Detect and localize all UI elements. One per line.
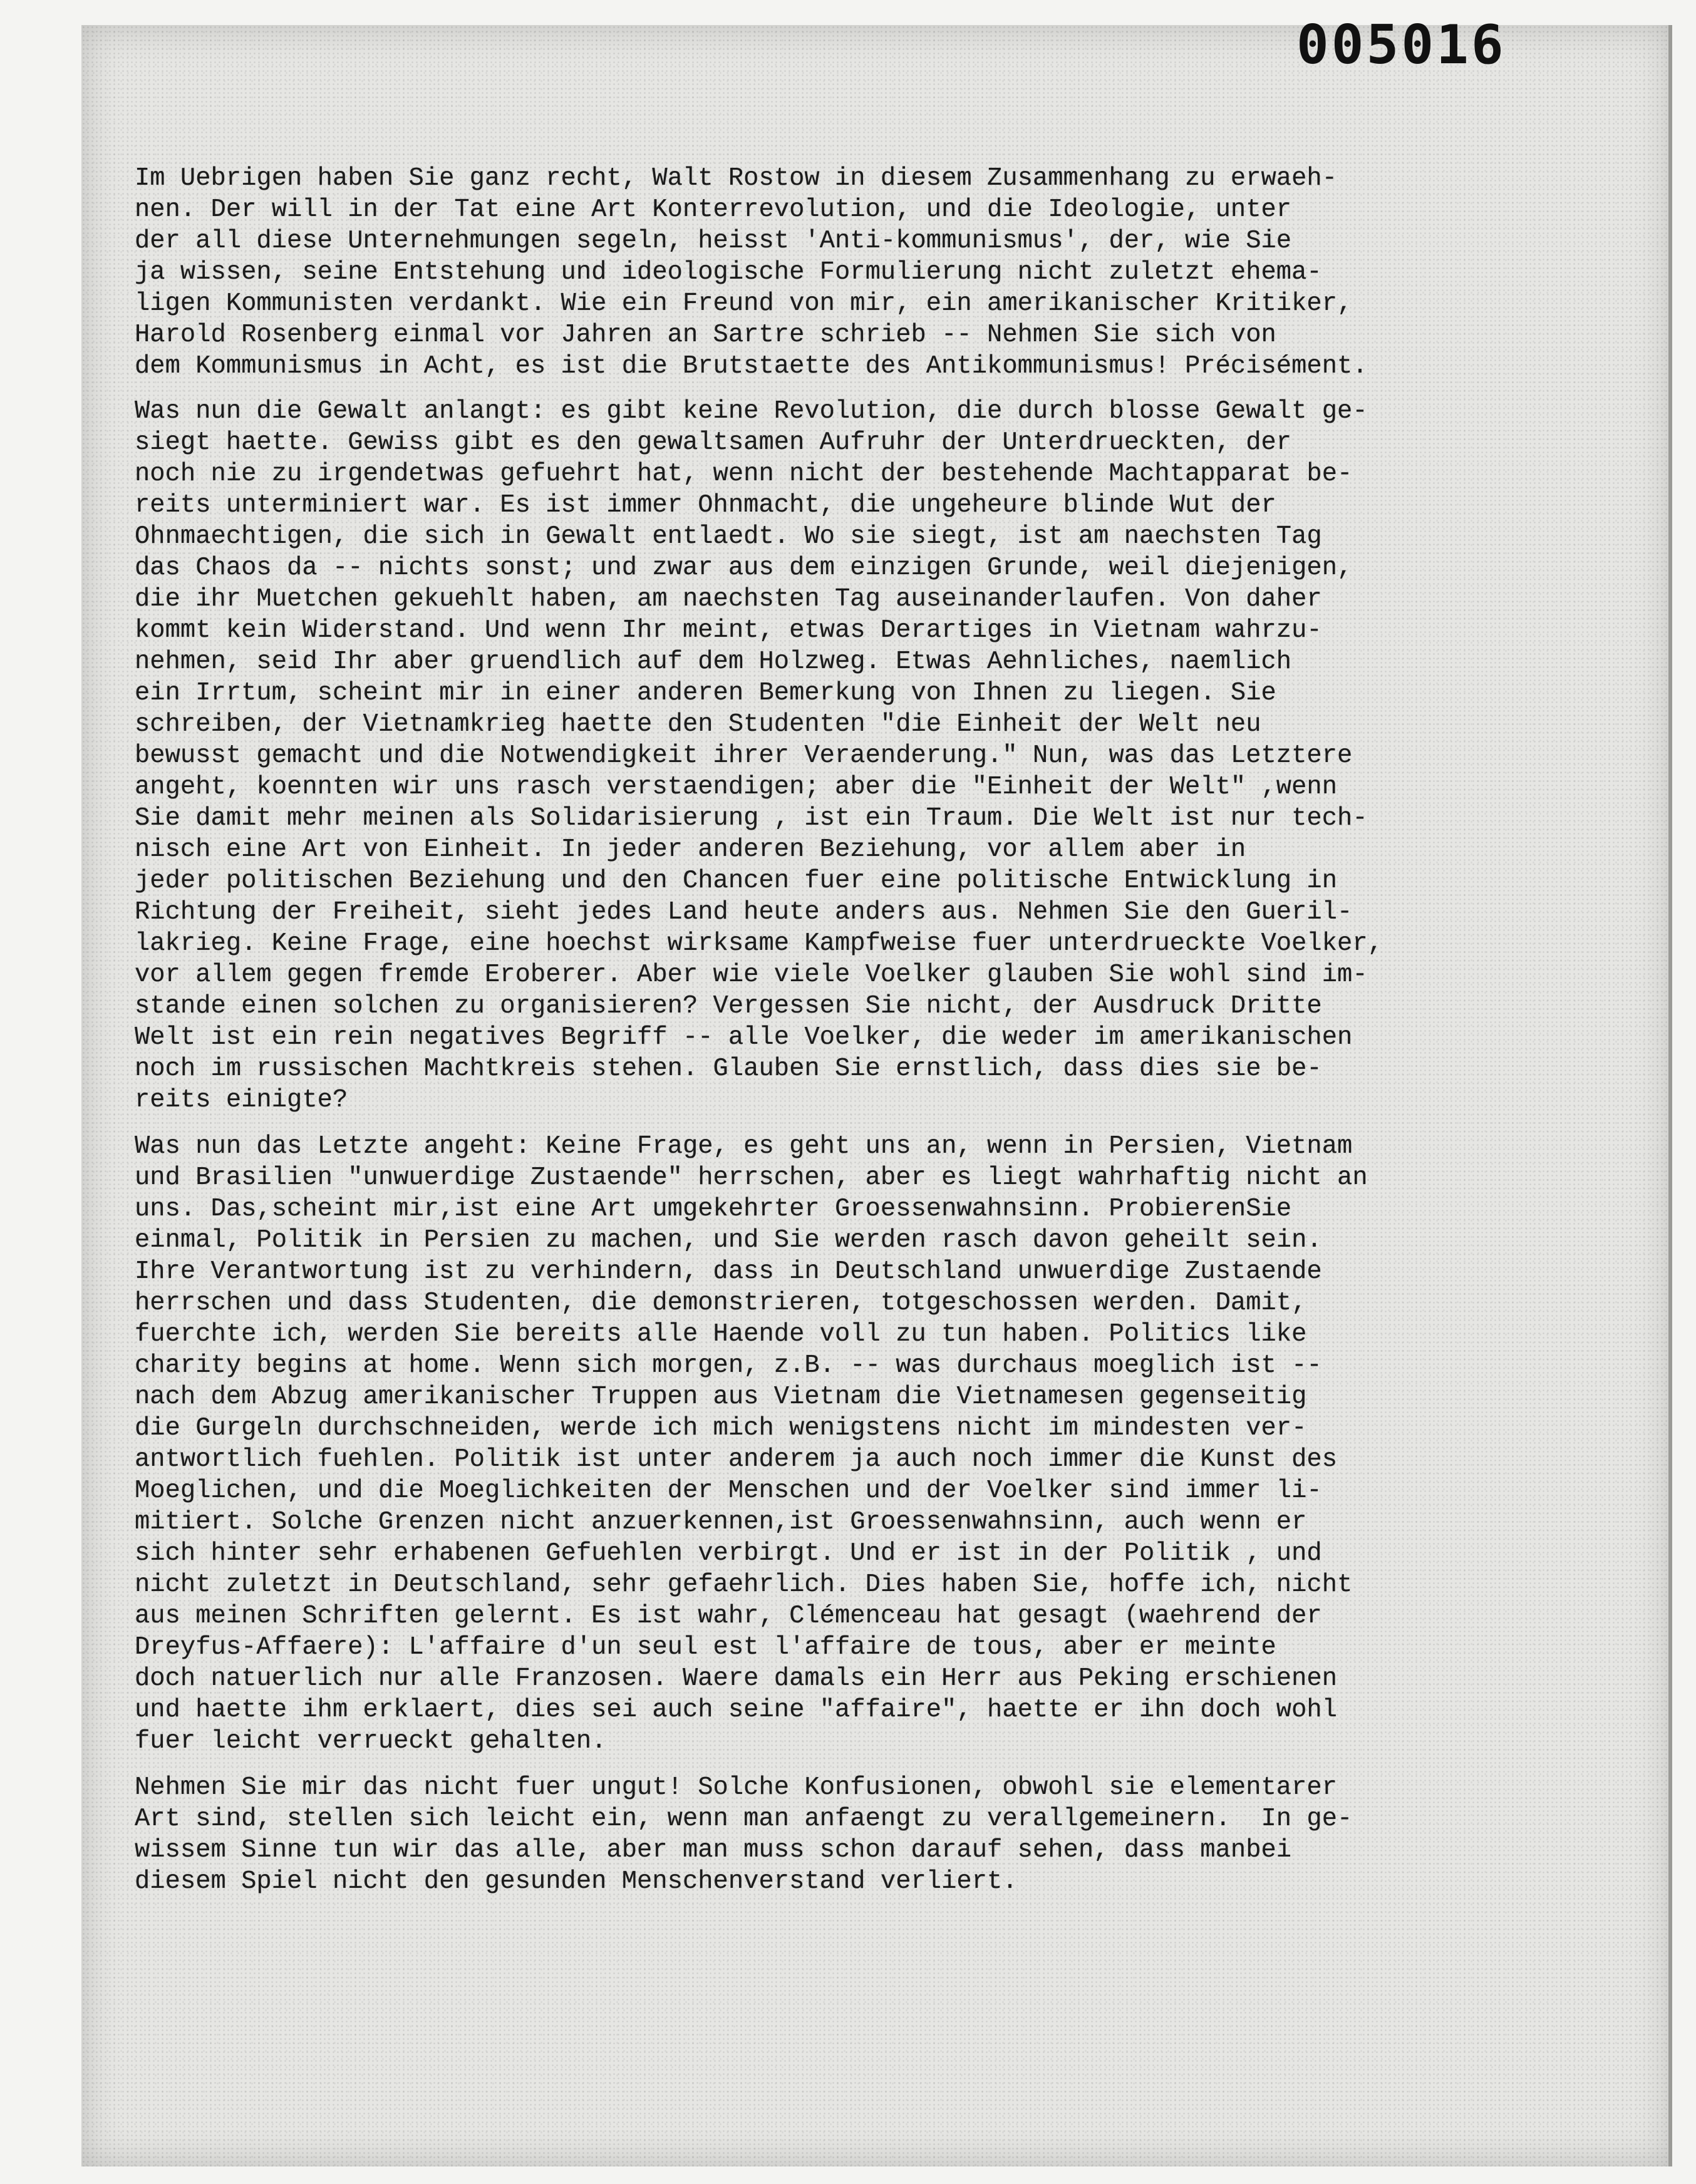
text-line: Harold Rosenberg einmal vor Jahren an Sartre schrieb -- Nehmen Sie sich von <box>135 321 1276 349</box>
text-line: sich hinter sehr erhabenen Gefuehlen verbirgt. Und er ist in der Politik , und <box>135 1539 1322 1568</box>
text-line: ein Irrtum, scheint mir in einer anderen Bemerkung von Ihnen zu liegen. Sie <box>135 679 1276 708</box>
text-line: Was nun das Letzte angeht: Keine Frage, es geht uns an, wenn in Persien, Vietnam <box>135 1132 1353 1161</box>
text-line: ja wissen, seine Entstehung und ideologische Formulierung nicht zuletzt ehema- <box>135 258 1322 287</box>
text-line: nen. Der will in der Tat eine Art Konterrevolution, und die Ideologie, unter <box>135 195 1292 224</box>
text-line: Welt ist ein rein negatives Begriff -- alle Voelker, die weder im amerikanischen <box>135 1023 1353 1052</box>
text-line: fuer leicht verrueckt gehalten. <box>135 1727 607 1756</box>
text-line: nach dem Abzug amerikanischer Truppen aus Vietnam die Vietnamesen gegenseitig <box>135 1383 1307 1411</box>
text-line: dem Kommunismus in Acht, es ist die Brutstaette des Antikommunismus! Précisément. <box>135 352 1368 381</box>
paragraph-3 <box>135 1131 1569 1757</box>
text-line: und Brasilien "unwuerdige Zustaende" herrschen, aber es liegt wahrhaftig nicht an <box>135 1163 1368 1192</box>
text-line: reits unterminiert war. Es ist immer Ohnmacht, die ungeheure blinde Wut der <box>135 491 1276 520</box>
text-line: schreiben, der Vietnamkrieg haette den Studenten "die Einheit der Welt neu <box>135 710 1261 739</box>
text-line: Dreyfus-Affaere): L'affaire d'un seul est l'affaire de tous, aber er meinte <box>135 1633 1276 1662</box>
text-line: der all diese Unternehmungen segeln, heisst 'Anti-kommunismus', der, wie Sie <box>135 227 1292 255</box>
text-line: noch im russischen Machtkreis stehen. Glauben Sie ernstlich, dass dies sie be- <box>135 1054 1322 1083</box>
text-line: kommt kein Widerstand. Und wenn Ihr meint, etwas Derartiges in Vietnam wahrzu- <box>135 616 1322 645</box>
text-line: ligen Kommunisten verdankt. Wie ein Freund von mir, ein amerikanischer Kritiker, <box>135 289 1353 318</box>
text-line: einmal, Politik in Persien zu machen, und Sie werden rasch davon geheilt sein. <box>135 1226 1322 1255</box>
text-line: Sie damit mehr meinen als Solidarisierung , ist ein Traum. Die Welt ist nur tech- <box>135 804 1368 833</box>
text-line: mitiert. Solche Grenzen nicht anzuerkennen,ist Groessenwahnsinn, auch wenn er <box>135 1508 1307 1537</box>
document-number: 005016 <box>1296 14 1506 76</box>
text-line: herrschen und dass Studenten, die demonstrieren, totgeschossen werden. Damit, <box>135 1289 1307 1317</box>
text-line: doch natuerlich nur alle Franzosen. Waere damals ein Herr aus Peking erschienen <box>135 1664 1338 1693</box>
letter-body <box>135 163 1569 1897</box>
text-line: aus meinen Schriften gelernt. Es ist wahr, Clémenceau hat gesagt (waehrend der <box>135 1602 1322 1630</box>
text-line: stande einen solchen zu organisieren? Vergessen Sie nicht, der Ausdruck Dritte <box>135 992 1322 1021</box>
text-line: siegt haette. Gewiss gibt es den gewaltsamen Aufruhr der Unterdrueckten, der <box>135 428 1292 457</box>
text-line: angeht, koennten wir uns rasch verstaendigen; aber die "Einheit der Welt" ,wenn <box>135 773 1338 801</box>
text-line: Ihre Verantwortung ist zu verhindern, dass in Deutschland unwuerdige Zustaende <box>135 1257 1322 1286</box>
text-line: wissem Sinne tun wir das alle, aber man muss schon darauf sehen, dass manbei <box>135 1836 1292 1865</box>
text-line: uns. Das,scheint mir,ist eine Art umgekehrter Groessenwahnsinn. ProbierenSie <box>135 1195 1292 1223</box>
text-line: Art sind, stellen sich leicht ein, wenn man anfaengt zu verallgemeinern. In ge- <box>135 1805 1353 1833</box>
page-edge <box>1668 25 1672 2166</box>
text-line: vor allem gegen fremde Eroberer. Aber wie viele Voelker glauben Sie wohl sind im- <box>135 961 1368 989</box>
text-line: jeder politischen Beziehung und den Chancen fuer eine politische Entwicklung in <box>135 867 1338 895</box>
text-line: Nehmen Sie mir das nicht fuer ungut! Solche Konfusionen, obwohl sie elementarer <box>135 1773 1338 1802</box>
text-line: noch nie zu irgendetwas gefuehrt hat, wenn nicht der bestehende Machtapparat be- <box>135 460 1353 488</box>
text-line: lakrieg. Keine Frage, eine hoechst wirksame Kampfweise fuer unterdrueckte Voelker, <box>135 929 1383 958</box>
paragraph-2 <box>135 396 1569 1116</box>
text-line: Richtung der Freiheit, sieht jedes Land heute anders aus. Nehmen Sie den Gueril- <box>135 898 1353 927</box>
text-line: nehmen, seid Ihr aber gruendlich auf dem Holzweg. Etwas Aehnliches, naemlich <box>135 647 1292 676</box>
text-line: die Gurgeln durchschneiden, werde ich mich wenigstens nicht im mindesten ver- <box>135 1414 1307 1443</box>
text-line: das Chaos da -- nichts sonst; und zwar aus dem einzigen Grunde, weil diejenigen, <box>135 554 1353 582</box>
text-line: die ihr Muetchen gekuehlt haben, am naechsten Tag auseinanderlaufen. Von daher <box>135 585 1322 614</box>
text-line: reits einigte? <box>135 1086 348 1115</box>
text-line: nicht zuletzt in Deutschland, sehr gefaehrlich. Dies haben Sie, hoffe ich, nicht <box>135 1570 1353 1599</box>
text-line: Ohnmaechtigen, die sich in Gewalt entlaedt. Wo sie siegt, ist am naechsten Tag <box>135 522 1322 551</box>
text-line: bewusst gemacht und die Notwendigkeit ihrer Veraenderung." Nun, was das Letztere <box>135 741 1353 770</box>
paragraph-4 <box>135 1772 1569 1897</box>
text-line: Im Uebrigen haben Sie ganz recht, Walt Rostow in diesem Zusammenhang zu erwaeh- <box>135 164 1338 193</box>
text-line: Was nun die Gewalt anlangt: es gibt keine Revolution, die durch blosse Gewalt ge- <box>135 397 1368 426</box>
text-line: fuerchte ich, werden Sie bereits alle Haende voll zu tun haben. Politics like <box>135 1320 1307 1349</box>
text-line: charity begins at home. Wenn sich morgen, z.B. -- was durchaus moeglich ist -- <box>135 1351 1322 1380</box>
paragraph-1 <box>135 163 1569 382</box>
text-line: Moeglichen, und die Moeglichkeiten der Menschen und der Voelker sind immer li- <box>135 1476 1322 1505</box>
text-line: diesem Spiel nicht den gesunden Menschenverstand verliert. <box>135 1867 1018 1896</box>
text-line: antwortlich fuehlen. Politik ist unter anderem ja auch noch immer die Kunst des <box>135 1445 1338 1474</box>
text-line: nisch eine Art von Einheit. In jeder anderen Beziehung, vor allem aber in <box>135 835 1246 864</box>
text-line: und haette ihm erklaert, dies sei auch seine "affaire", haette er ihn doch wohl <box>135 1696 1338 1724</box>
